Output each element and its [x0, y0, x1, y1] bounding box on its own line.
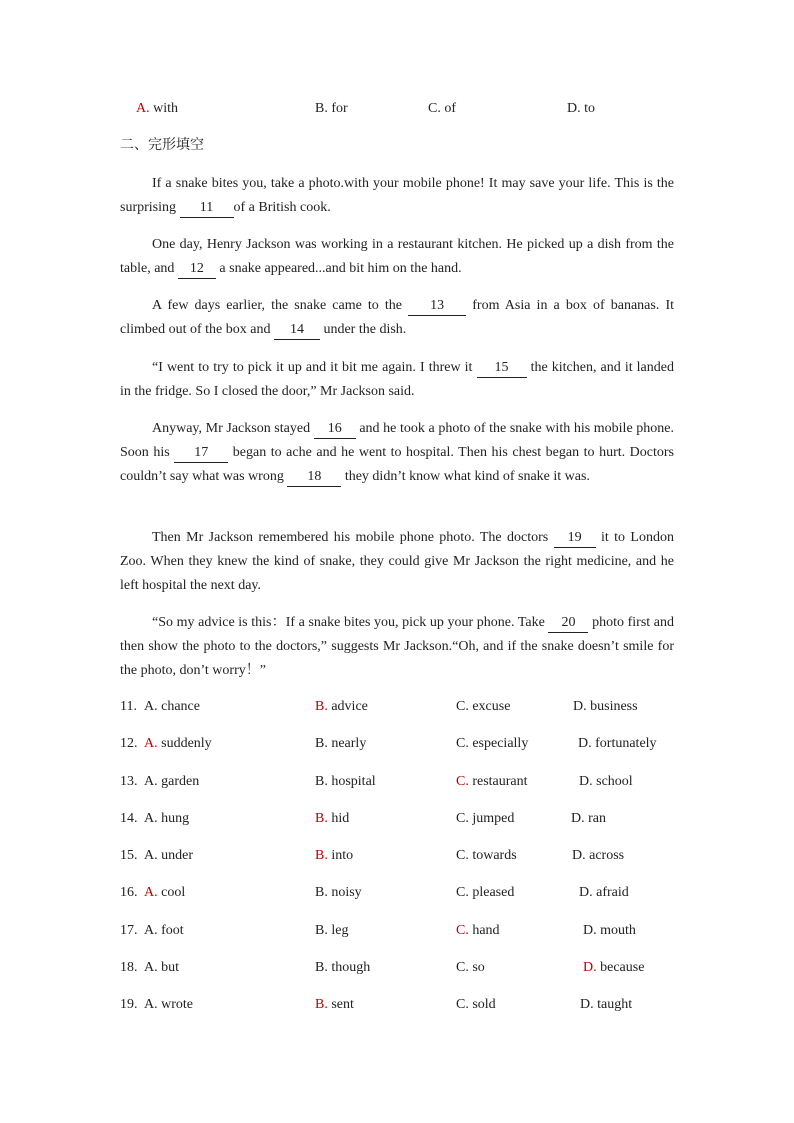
option-letter: A.	[144, 774, 158, 789]
option-d	[579, 882, 629, 904]
option-text: mouth	[596, 923, 636, 938]
blank-18: 18	[287, 468, 341, 487]
option-d	[583, 957, 644, 979]
option-letter: D.	[583, 923, 597, 938]
option-letter: D.	[579, 774, 593, 789]
option-text: taught	[593, 997, 633, 1012]
question-row	[0, 845, 794, 867]
option-text: hid	[327, 811, 350, 826]
question-row	[0, 696, 794, 718]
passage-paragraph	[120, 294, 674, 342]
option-c	[456, 733, 528, 755]
passage-text: Anyway, Mr Jackson stayed	[152, 421, 314, 436]
passage-paragraph	[120, 172, 674, 220]
option-text: nearly	[327, 736, 367, 751]
option-letter: B.	[315, 811, 328, 826]
blank-17: 17	[174, 444, 228, 463]
option-letter: B.	[315, 960, 328, 975]
option-letter: C.	[456, 774, 469, 789]
blank-19: 19	[554, 529, 596, 548]
option-text: afraid	[592, 885, 629, 900]
passage-text: from Asia in a box of bananas. It climbed out of the box and	[120, 298, 674, 337]
option-text: pleased	[468, 885, 515, 900]
option-text: suddenly	[157, 736, 212, 751]
question-number: 14.	[120, 811, 138, 826]
top-option-d: D. to	[567, 101, 595, 116]
option-d	[571, 808, 606, 830]
question-row	[0, 771, 794, 793]
option-c	[456, 696, 510, 718]
option-text: hung	[157, 811, 190, 826]
option-text: chance	[157, 699, 200, 714]
option-letter: C.	[456, 699, 469, 714]
option-text: hand	[468, 923, 500, 938]
option-b	[315, 696, 368, 718]
question-row	[0, 808, 794, 830]
question-row	[0, 920, 794, 942]
option-letter: C.	[456, 997, 469, 1012]
question-number: 12.	[120, 736, 138, 751]
option-letter: A.	[144, 997, 158, 1012]
option-d	[579, 771, 633, 793]
question-number: 17.	[120, 923, 138, 938]
question-number: 18.	[120, 960, 138, 975]
blank-16: 16	[314, 420, 356, 439]
option-a	[144, 771, 199, 793]
blank-12: 12	[178, 260, 216, 279]
option-text: though	[327, 960, 371, 975]
option-text: sent	[327, 997, 354, 1012]
question-row	[0, 957, 794, 979]
option-a	[144, 882, 185, 904]
option-text: because	[596, 960, 645, 975]
option-c	[456, 957, 485, 979]
passage-text: the kitchen, and it landed in the fridge. So I closed the door,” Mr Jackson said.	[120, 360, 674, 399]
option-a	[144, 994, 193, 1016]
option-d	[573, 696, 638, 718]
option-text: noisy	[327, 885, 362, 900]
blank-14: 14	[274, 321, 320, 340]
option-letter: C.	[456, 811, 469, 826]
question-number: 19.	[120, 997, 138, 1012]
passage-text: “I went to try to pick it up and it bit me again. I threw it	[152, 360, 477, 375]
option-text: foot	[157, 923, 184, 938]
passage-text: One day, Henry Jackson was working in a restaurant kitchen. He picked up a dish from the table, and	[120, 237, 674, 276]
blank-13: 13	[408, 297, 466, 316]
option-letter: A.	[144, 848, 158, 863]
option-text: business	[586, 699, 638, 714]
option-letter: B.	[315, 923, 328, 938]
option-letter: C.	[456, 736, 469, 751]
option-b	[315, 733, 366, 755]
option-d	[578, 733, 657, 755]
option-letter: D.	[571, 811, 585, 826]
option-letter: D.	[583, 960, 597, 975]
section-title: 二、完形填空	[120, 137, 204, 153]
option-text: hospital	[327, 774, 376, 789]
option-letter: B.	[315, 885, 328, 900]
top-option-b: B. for	[315, 101, 348, 116]
question-number: 11.	[120, 699, 137, 714]
option-letter: A.	[144, 885, 158, 900]
passage-text: A few days earlier, the snake came to the	[152, 298, 409, 313]
option-letter: C.	[456, 885, 469, 900]
blank-15: 15	[477, 359, 527, 378]
option-letter: B.	[315, 699, 328, 714]
question-row	[0, 994, 794, 1016]
answer-letter: A.	[136, 101, 150, 116]
passage-text: it to London Zoo. When they knew the kind of snake, they could give Mr Jackson the right medicine, and he left hospital the next day.	[120, 530, 674, 593]
option-letter: A.	[144, 811, 158, 826]
option-letter: A.	[144, 923, 158, 938]
passage-paragraph	[120, 611, 674, 683]
top-option-a	[136, 98, 178, 120]
question-row	[0, 882, 794, 904]
option-b	[315, 957, 370, 979]
option-text: school	[592, 774, 633, 789]
passage-text: under the dish.	[319, 322, 407, 337]
question-row	[0, 733, 794, 755]
option-c	[456, 845, 517, 867]
option-text: into	[327, 848, 354, 863]
option-c	[456, 920, 500, 942]
option-b	[315, 808, 349, 830]
option-letter: B.	[315, 774, 328, 789]
option-letter: B.	[315, 736, 328, 751]
passage-text: Then Mr Jackson remembered his mobile phone photo. The doctors	[152, 530, 554, 545]
option-c	[456, 882, 514, 904]
top-options-row	[0, 98, 794, 120]
option-c	[456, 994, 496, 1016]
option-a	[144, 733, 212, 755]
option-letter: B.	[315, 997, 328, 1012]
option-letter: A.	[144, 960, 158, 975]
option-c	[456, 771, 528, 793]
passage-text: they didn’t know what kind of snake it was.	[341, 469, 590, 484]
passage-paragraph	[120, 526, 674, 598]
option-text: under	[157, 848, 194, 863]
option-b	[315, 771, 376, 793]
question-number: 15.	[120, 848, 138, 863]
option-a	[144, 808, 189, 830]
option-a	[144, 957, 179, 979]
option-text: jumped	[468, 811, 515, 826]
option-letter: D.	[573, 699, 587, 714]
option-letter: C.	[456, 960, 469, 975]
option-text: excuse	[468, 699, 511, 714]
option-a	[144, 696, 200, 718]
option-text: but	[157, 960, 180, 975]
option-d	[583, 920, 636, 942]
top-option-c: C. of	[428, 101, 456, 116]
passage-text: If a snake bites you, take a photo.with your mobile phone! It may save your life. This is the surprising	[120, 176, 674, 215]
passage-paragraph	[120, 417, 674, 489]
question-number: 16.	[120, 885, 138, 900]
option-text: wrote	[157, 997, 194, 1012]
passage-paragraph	[120, 356, 674, 404]
option-c	[456, 808, 514, 830]
blank-20: 20	[548, 614, 588, 633]
option-text: garden	[157, 774, 200, 789]
passage-paragraph	[120, 233, 674, 281]
option-text: fortunately	[591, 736, 657, 751]
option-text: towards	[468, 848, 517, 863]
option-text: so	[468, 960, 485, 975]
passage-text: a snake appeared...and bit him on the hand.	[215, 261, 462, 276]
option-letter: D.	[579, 885, 593, 900]
option-d	[572, 845, 624, 867]
option-text: advice	[327, 699, 368, 714]
option-text: sold	[468, 997, 496, 1012]
passage-text: photo first and then show the photo to the doctors,” suggests Mr Jackson.“Oh, and if the snake doesn’t smile for the photo, don’t worry！”	[120, 615, 674, 678]
passage-text: and he took a photo of the snake with his mobile phone. Soon his	[120, 421, 674, 460]
option-b	[315, 882, 362, 904]
option-letter: C.	[456, 923, 469, 938]
option-letter: D.	[580, 997, 594, 1012]
blank-11: 11	[180, 199, 234, 218]
option-text: across	[585, 848, 625, 863]
option-text: restaurant	[468, 774, 528, 789]
question-number: 13.	[120, 774, 138, 789]
option-text: especially	[468, 736, 529, 751]
option-letter: D.	[572, 848, 586, 863]
option-b	[315, 920, 348, 942]
option-text: ran	[584, 811, 607, 826]
option-letter: A.	[144, 699, 158, 714]
option-letter: A.	[144, 736, 158, 751]
option-letter: C.	[456, 848, 469, 863]
passage-text: of a British cook.	[233, 200, 331, 215]
option-b	[315, 994, 354, 1016]
passage-text: began to ache and he went to hospital. Then his chest began to hurt. Doctors couldn’t say what was wrong	[120, 445, 674, 484]
option-text: cool	[157, 885, 186, 900]
option-b	[315, 845, 353, 867]
option-a	[144, 845, 193, 867]
option-letter: B.	[315, 848, 328, 863]
option-letter: D.	[578, 736, 592, 751]
option-a	[144, 920, 184, 942]
option-text: leg	[327, 923, 349, 938]
option-text: with	[149, 101, 179, 116]
passage-text: “So my advice is this：If a snake bites you, pick up your phone. Take	[152, 615, 549, 630]
option-d	[580, 994, 632, 1016]
